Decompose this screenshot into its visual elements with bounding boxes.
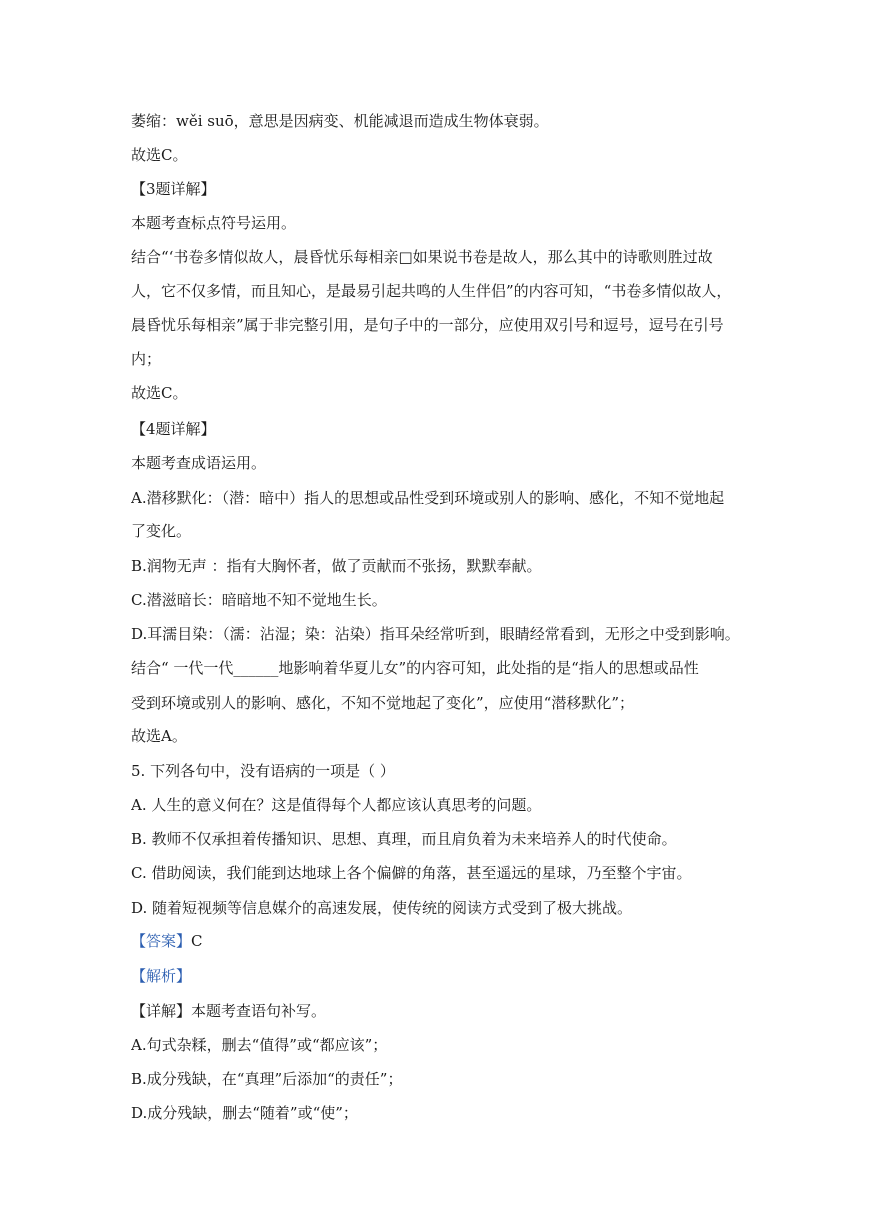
analysis-line: B.成分残缺，在“真理”后添加“的责任”；: [131, 1070, 403, 1088]
text-line: C.潜滋暗长：暗暗地不知不觉地生长。: [131, 591, 387, 609]
analysis-label: 【解析】: [131, 967, 192, 985]
text-line: 故选A。: [131, 727, 187, 745]
analysis-line: A.句式杂糅，删去“值得”或“都应该”；: [131, 1036, 388, 1054]
text-line: 人，它不仅多情，而且知心，是最易引起共鸣的人生伴侣”的内容可知，“书卷多情似故人，: [131, 282, 732, 300]
text-line: 内；: [131, 350, 162, 368]
text-line: D.耳濡目染：（濡：沾湿；染：沾染）指耳朵经常听到，眼睛经常看到，无形之中受到影响。: [131, 625, 740, 643]
answer-value: C: [191, 932, 203, 950]
text-line: 受到环境或别人的影响、感化，不知不觉地起了变化”，应使用“潜移默化”；: [131, 694, 635, 712]
text-line: 故选C。: [131, 146, 188, 164]
answer-line: [131, 930, 751, 952]
text-line: B.润物无声 ：指有大胸怀者，做了贡献而不张扬，默默奉献。: [131, 557, 542, 575]
text-line: 故选C。: [131, 384, 188, 402]
section-heading: 【3题详解】: [131, 180, 216, 198]
analysis-line: D.成分残缺，删去“随着”或“使”；: [131, 1104, 358, 1122]
question-stem: 5. 下列各句中，没有语病的一项是（ ）: [131, 762, 395, 780]
option-b: B. 教师不仅承担着传播知识、思想、真理，而且肩负着为未来培养人的时代使命。: [131, 830, 677, 848]
text-line: 本题考查标点符号运用。: [131, 214, 297, 232]
analysis-line: 【详解】本题考查语句补写。: [131, 1002, 327, 1020]
section-heading: 【4题详解】: [131, 420, 216, 438]
option-a: A. 人生的意义何在？这是值得每个人都应该认真思考的问题。: [131, 796, 542, 814]
text-line: 结合“ 一代一代______地影响着华夏儿女”的内容可知，此处指的是“指人的思想或品性: [131, 659, 699, 677]
text-line: 结合“‘书卷多情似故人，晨昏忧乐每相亲□如果说书卷是故人，那么其中的诗歌则胜过故: [131, 248, 713, 266]
text-line: 萎缩：wěi suō，意思是因病变、机能减退而造成生物体衰弱。: [131, 112, 549, 130]
text-line: 了变化。: [131, 522, 192, 540]
answer-label: 【答案】: [131, 932, 192, 950]
text-line: A.潜移默化：（潜：暗中）指人的思想或品性受到环境或别人的影响、感化，不知不觉地起: [131, 489, 725, 507]
option-d: D. 随着短视频等信息媒介的高速发展，使传统的阅读方式受到了极大挑战。: [131, 899, 633, 917]
option-c: C. 借助阅读，我们能到达地球上各个偏僻的角落，甚至遥远的星球，乃至整个宇宙。: [131, 864, 692, 882]
text-line: 晨昏忧乐每相亲”属于非完整引用，是句子中的一部分，应使用双引号和逗号，逗号在引号: [131, 316, 724, 334]
text-line: 本题考查成语运用。: [131, 454, 267, 472]
